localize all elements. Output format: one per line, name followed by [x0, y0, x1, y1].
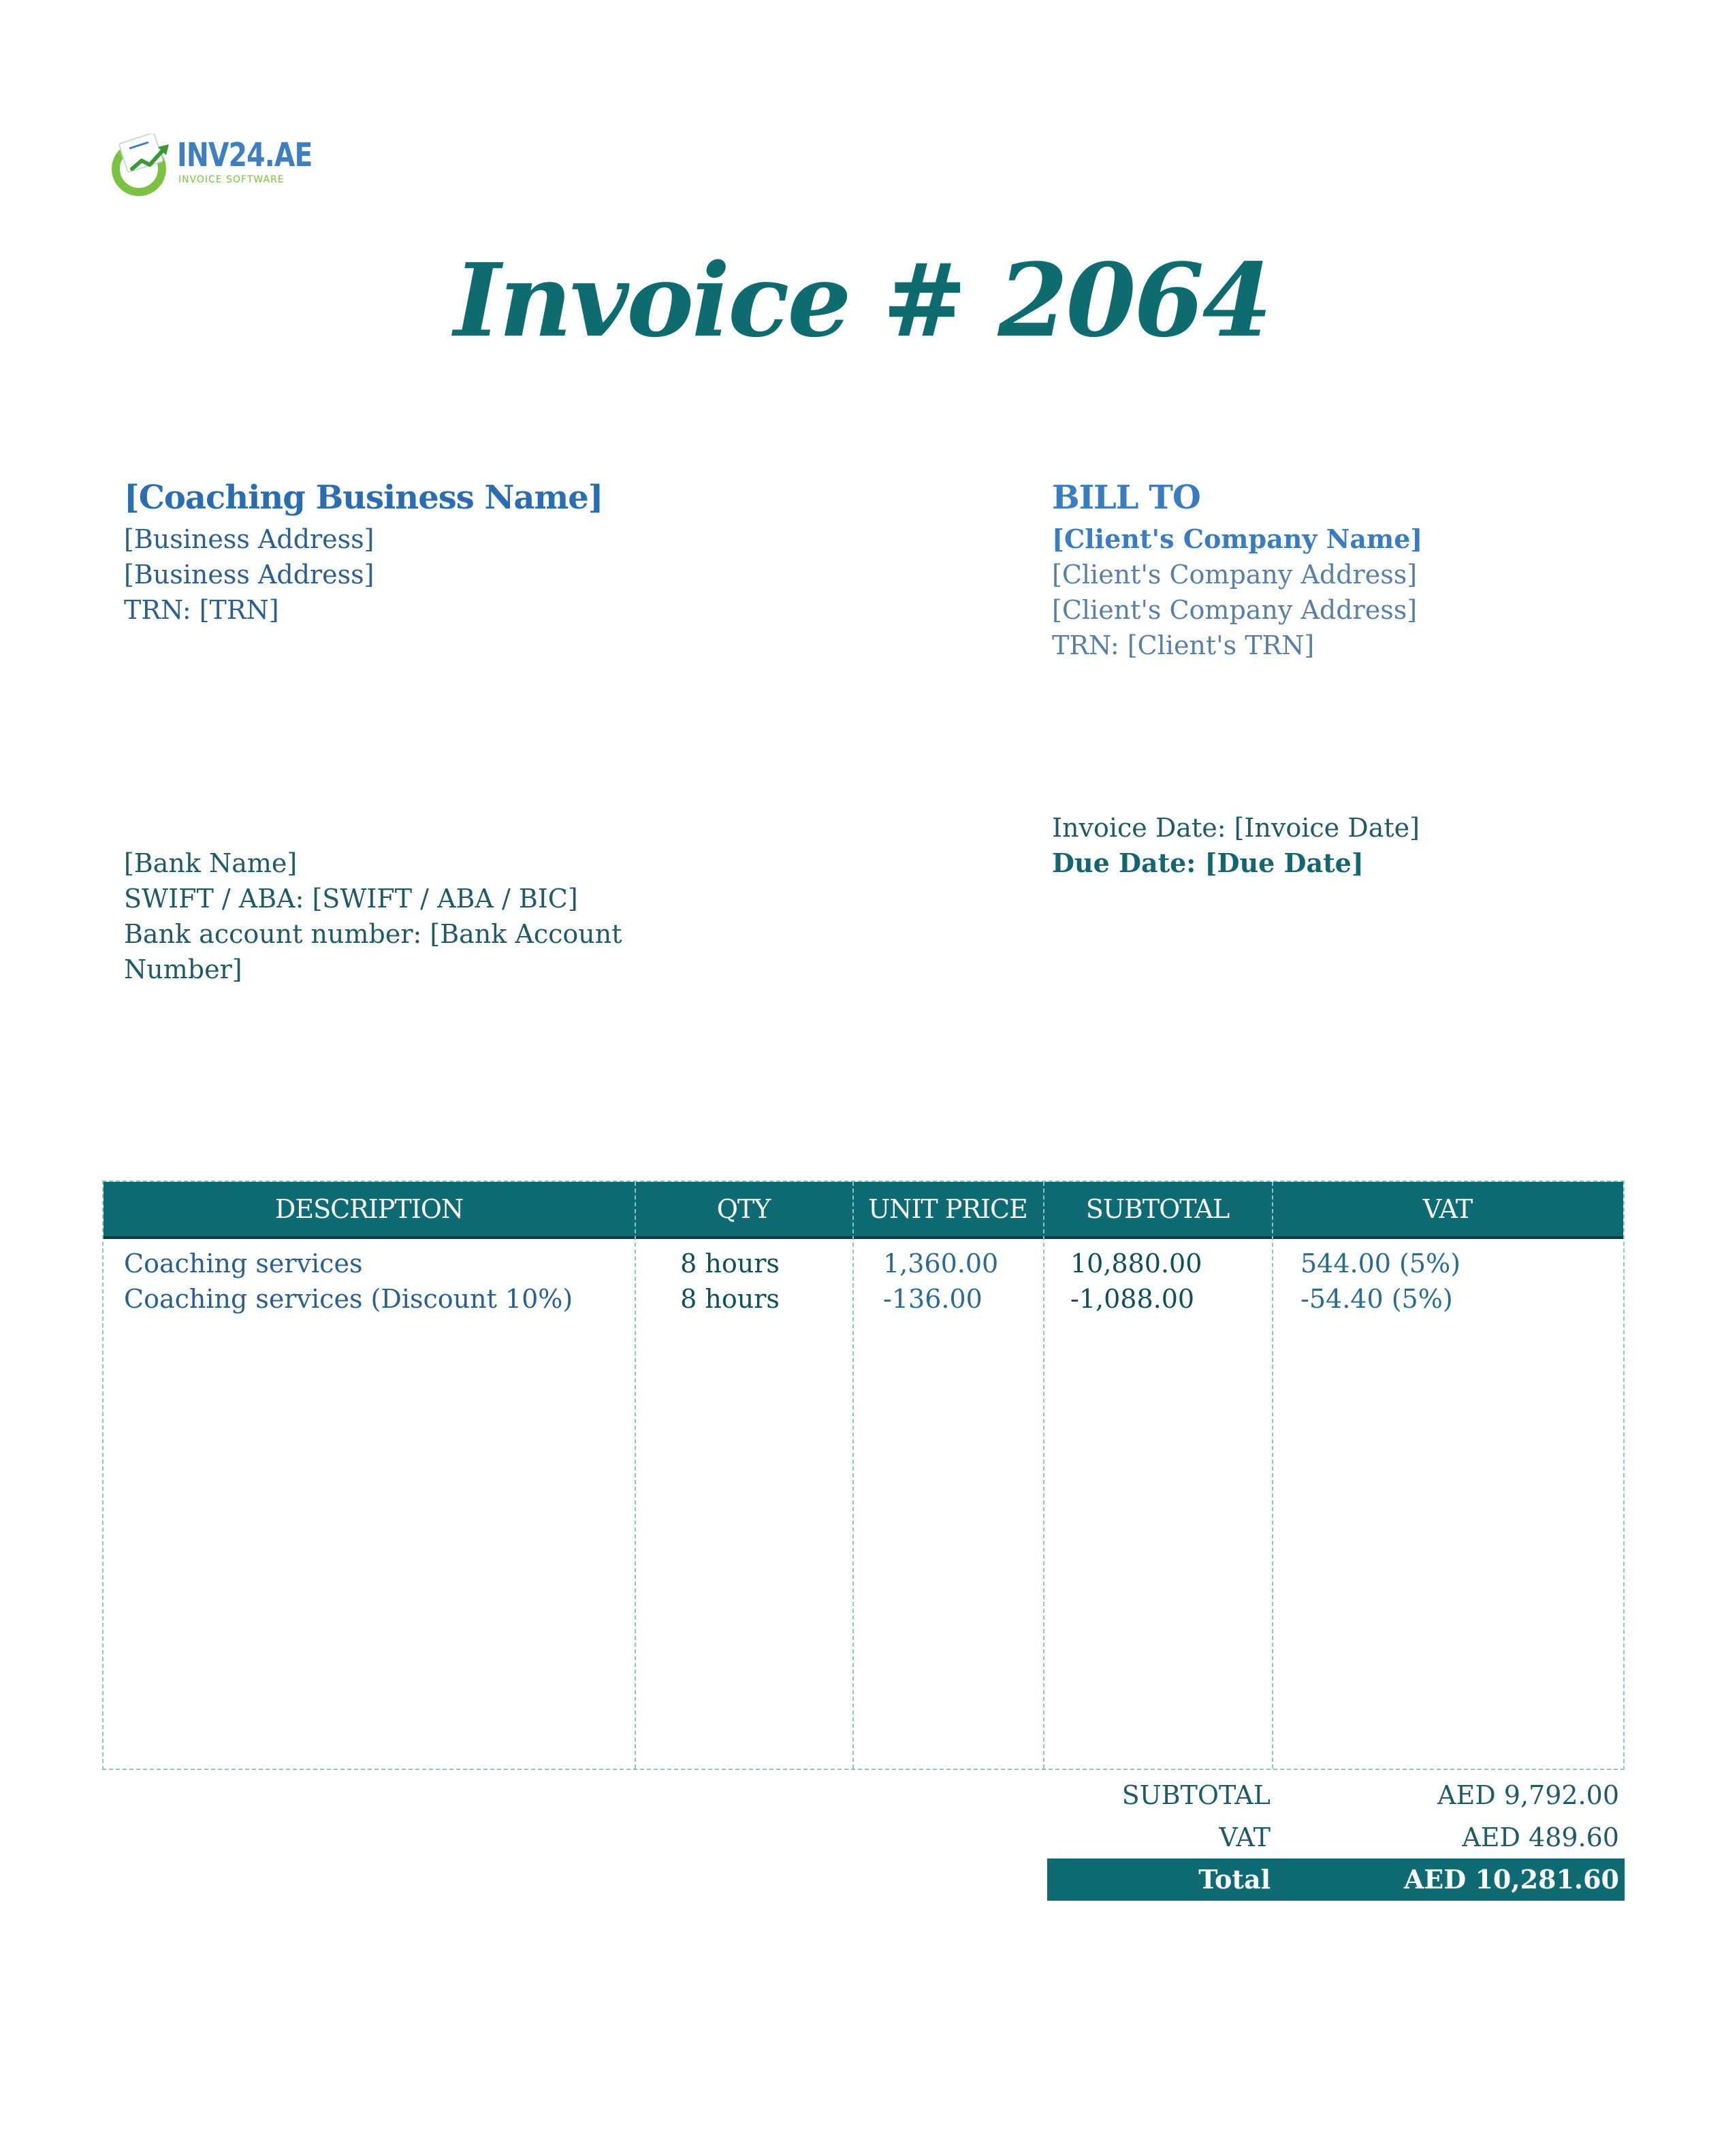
- totals-vat-label: VAT: [1219, 1822, 1271, 1852]
- sender-address-line-1: [Business Address]: [124, 524, 374, 554]
- row-2-subtotal: -1,088.00: [1070, 1284, 1195, 1314]
- row-1-description: Coaching services: [124, 1249, 363, 1278]
- totals-total-label: Total: [1198, 1864, 1271, 1895]
- totals-total-row: [1047, 1859, 1625, 1901]
- row-1-subtotal: 10,880.00: [1070, 1249, 1202, 1278]
- due-date: Due Date: [Due Date]: [1052, 848, 1364, 878]
- totals-subtotal-row: [1047, 1774, 1625, 1816]
- logo-wordmark: INV24.AE: [177, 136, 313, 174]
- sender-address-line-2: [Business Address]: [124, 560, 374, 590]
- column-divider: [1043, 1182, 1044, 1769]
- header-description: DESCRIPTION: [274, 1194, 464, 1224]
- row-1-vat: 544.00 (5%): [1300, 1249, 1460, 1278]
- company-logo: [109, 133, 313, 199]
- totals-vat-value: AED 489.60: [1462, 1822, 1619, 1852]
- client-address-line-1: [Client's Company Address]: [1052, 560, 1418, 590]
- column-divider: [1272, 1182, 1273, 1769]
- bill-to-block: [1052, 474, 1422, 663]
- totals-block: [1047, 1774, 1625, 1901]
- row-2-unit-price: -136.00: [883, 1284, 983, 1314]
- bank-name: [Bank Name]: [124, 848, 298, 878]
- table-header: [103, 1182, 1623, 1239]
- header-vat: VAT: [1422, 1194, 1473, 1224]
- sender-block: [124, 474, 603, 628]
- sender-trn: TRN: [TRN]: [124, 595, 279, 625]
- header-unit-price: UNIT PRICE: [868, 1194, 1027, 1224]
- bank-swift: SWIFT / ABA: [SWIFT / ABA / BIC]: [124, 884, 578, 914]
- header-qty: QTY: [716, 1194, 771, 1224]
- sender-business-name: [Coaching Business Name]: [124, 479, 603, 517]
- column-divider: [852, 1182, 854, 1769]
- dates-block: [1052, 810, 1420, 881]
- logo-mark-icon: [109, 133, 174, 199]
- header-subtotal: SUBTOTAL: [1085, 1194, 1230, 1224]
- client-company-name: [Client's Company Name]: [1052, 524, 1423, 554]
- logo-tagline: INVOICE SOFTWARE: [178, 174, 285, 185]
- row-2-qty: 8 hours: [680, 1284, 780, 1314]
- invoice-title: Invoice # 2064: [453, 241, 1271, 359]
- client-trn: TRN: [Client's TRN]: [1052, 630, 1315, 660]
- row-2-vat: -54.40 (5%): [1300, 1284, 1453, 1314]
- totals-subtotal-value: AED 9,792.00: [1437, 1780, 1619, 1810]
- client-address-line-2: [Client's Company Address]: [1052, 595, 1418, 625]
- totals-total-value: AED 10,281.60: [1403, 1864, 1619, 1895]
- totals-vat-row: [1047, 1816, 1625, 1859]
- row-2-description: Coaching services (Discount 10%): [124, 1284, 573, 1314]
- bank-details-block: [124, 846, 641, 987]
- bank-account-number: Bank account number: [Bank Account Number]: [124, 919, 622, 984]
- line-items-table: [102, 1180, 1625, 1770]
- invoice-date: Invoice Date: [Invoice Date]: [1052, 813, 1420, 843]
- bill-to-heading: BILL TO: [1052, 479, 1200, 517]
- row-1-unit-price: 1,360.00: [883, 1249, 999, 1278]
- row-1-qty: 8 hours: [680, 1249, 780, 1278]
- totals-subtotal-label: SUBTOTAL: [1121, 1780, 1271, 1810]
